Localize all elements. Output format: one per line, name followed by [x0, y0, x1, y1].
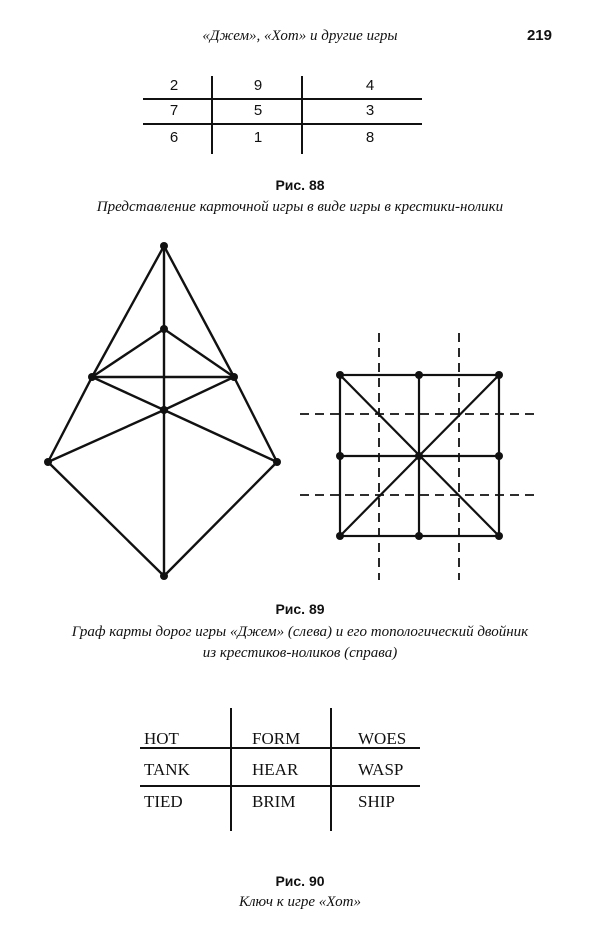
running-head: «Джем», «Хот» и другие игры	[202, 28, 398, 44]
word-cell-r3c3: SHIP	[358, 792, 395, 811]
figure-90-number: Рис. 90	[275, 873, 325, 889]
word-cell-r2c3: WASP	[358, 760, 404, 779]
word-cell-r1c2: FORM	[252, 729, 301, 748]
word-cell-r1c1: HOT	[144, 729, 179, 748]
word-cell-r3c2: BRIM	[252, 792, 296, 811]
figure-89-caption-line2: из крестиков-ноликов (справа)	[202, 645, 398, 661]
grid-cell-r3c3: 8	[365, 129, 375, 146]
road-map-nodes	[44, 242, 281, 580]
word-cell-r1c3: WOES	[358, 729, 407, 748]
grid-cell-r1c1: 2	[169, 77, 179, 94]
figure-90-word-grid	[0, 700, 600, 840]
grid-cell-r2c1: 7	[169, 102, 179, 119]
word-cell-r2c1: TANK	[144, 760, 190, 779]
page-number: 219	[526, 27, 552, 44]
word-cell-r2c2: HEAR	[252, 760, 299, 779]
grid-cell-r2c3: 3	[365, 102, 375, 119]
grid-cell-r1c2: 9	[253, 77, 263, 94]
figure-88-number: Рис. 88	[275, 177, 325, 193]
figure-90-caption: Ключ к игре «Хот»	[238, 894, 361, 910]
grid-cell-r2c2: 5	[253, 102, 263, 119]
figure-88-caption: Представление карточной игры в виде игры в крестики-нолики	[96, 199, 504, 215]
figure-90-grid-lines	[0, 700, 600, 840]
grid-cell-r3c2: 1	[253, 129, 263, 146]
grid-cell-r1c3: 4	[365, 77, 375, 94]
figure-89-number: Рис. 89	[275, 601, 325, 617]
figure-89-caption-line1: Граф карты дорог игры «Джем» (слева) и его топологический двойник	[71, 624, 529, 640]
grid-cell-r3c1: 6	[169, 129, 179, 146]
word-cell-r3c1: TIED	[144, 792, 183, 811]
